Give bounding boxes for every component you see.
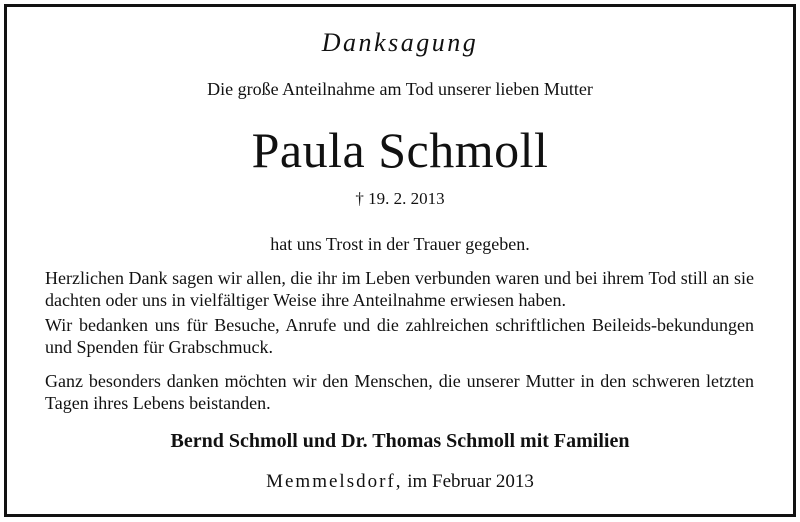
consolation-line: hat uns Trost in der Trauer gegeben. [270, 234, 530, 254]
thanks-paragraph-2: Wir bedanken uns für Besuche, Anrufe und die zahlreichen schriftlichen Beileids-bekundungen und Spenden für Grabschmuck. [45, 315, 754, 357]
place: Memmelsdorf, [266, 471, 403, 492]
date: im Februar 2013 [407, 471, 534, 492]
deceased-name: Paula Schmoll [251, 122, 549, 178]
thanks-paragraph-1: Herzlichen Dank sagen wir allen, die ihr im Leben verbunden waren und bei ihrem Tod still an sie dachten oder uns in vielfältiger Weise ihre Anteilnahme erwiesen haben. [45, 268, 754, 310]
signature: Bernd Schmoll und Dr. Thomas Schmoll mit Familien [170, 430, 630, 452]
place-and-date [0, 470, 800, 494]
intro-line: Die große Anteilnahme am Tod unserer lieben Mutter [207, 79, 593, 99]
death-date: † 19. 2. 2013 [355, 189, 445, 208]
notice-heading: Danksagung [321, 28, 479, 57]
thanks-paragraph-3: Ganz besonders danken möchten wir den Menschen, die unserer Mutter in den schweren letzten Tagen ihres Lebens beistanden. [45, 371, 754, 413]
